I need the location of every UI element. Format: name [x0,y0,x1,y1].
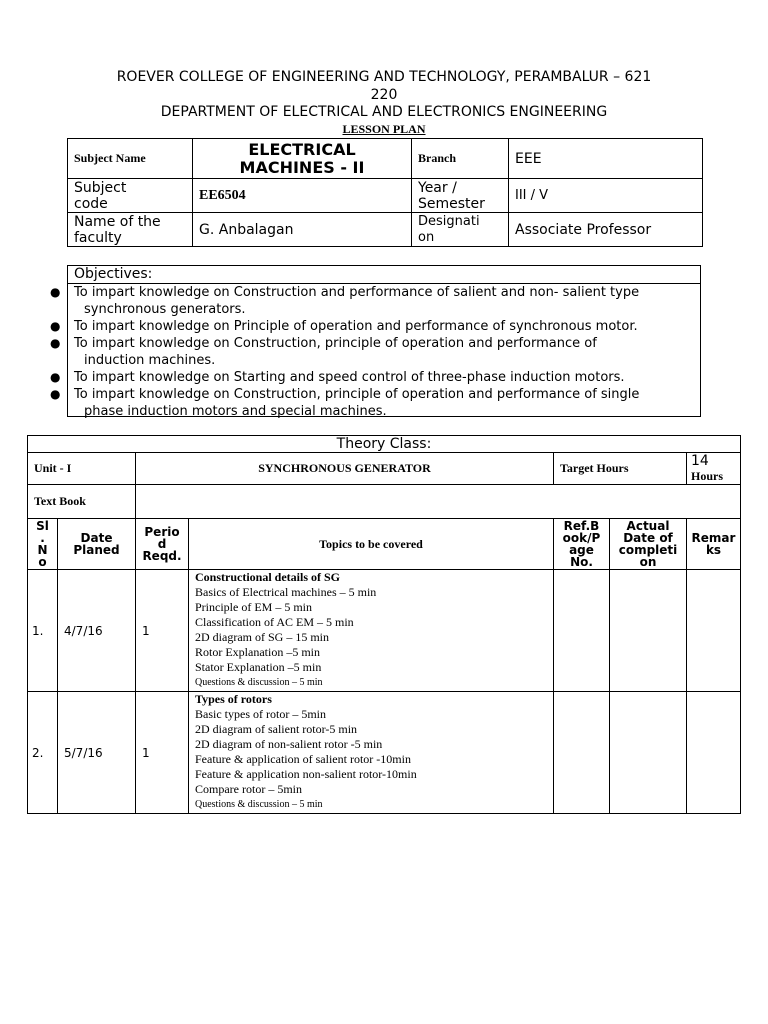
bullet-icon: ● [50,387,61,401]
col-date-planned: Date Planed [58,519,136,570]
col-ref-book: Ref.B ook/P age No. [554,519,610,570]
unit-label: Unit - I [28,453,136,485]
table-row [28,692,741,814]
textbook-label: Text Book [28,485,136,519]
bullet-icon: ● [50,285,61,299]
row-slno: 2. [28,692,58,814]
row-remarks [687,692,741,814]
theory-class-title: Theory Class: [28,436,741,453]
faculty-label: Name of the faculty [68,213,193,247]
row-period: 1 [136,570,189,692]
target-hours-value: 14 Hours [687,453,741,485]
branch-label: Branch [412,139,509,179]
doc-title: LESSON PLAN [342,122,426,136]
year-semester-label: Year / Semester [412,179,509,213]
row-actual-date [610,570,687,692]
objectives-list [50,284,700,420]
row-date: 4/7/16 [58,570,136,692]
subject-name-value: ELECTRICAL MACHINES - II [193,139,412,179]
row-ref [554,570,610,692]
col-topics: Topics to be covered [189,519,554,570]
subject-name-label: Subject Name [68,139,193,179]
objective-item: ● To impart knowledge on Construction, principle of operation and performance of induction machines. [50,336,597,368]
row-actual-date [610,692,687,814]
branch-value: EEE [509,139,703,179]
subject-code-label: Subject code [68,179,193,213]
row-ref [554,692,610,814]
college-name-line2: 220 [370,87,398,103]
designation-value: Associate Professor [509,213,703,247]
department-name: DEPARTMENT OF ELECTRICAL AND ELECTRONICS ENGINEERING [160,104,608,120]
bullet-icon: ● [50,336,61,350]
subject-info-table [67,138,703,247]
unit-title: SYNCHRONOUS GENERATOR [136,453,554,485]
subject-code-value: EE6504 [193,179,412,213]
objectives-box [50,265,701,419]
designation-label: Designati on [412,213,509,247]
row-topics: Types of rotors Basic types of rotor – 5min 2D diagram of salient rotor-5 min 2D diagram of non-salient rotor -5 min Feature & application of salient rotor -10min Feature & application non-salient rotor-10min Compare rotor – 5min Questions & discussion – 5 min [189,692,554,814]
objectives-title: Objectives: [68,266,700,284]
col-slno: Sl . N o [28,519,58,570]
textbook-value [136,485,741,519]
objective-item: ● To impart knowledge on Construction and performance of salient and non- salient type synchronous generators. [50,285,640,317]
college-name-line1: ROEVER COLLEGE OF ENGINEERING AND TECHNOLOGY, PERAMBALUR – 621 [116,69,652,85]
col-remarks: Remar ks [687,519,741,570]
row-slno: 1. [28,570,58,692]
row-topics: Constructional details of SG Basics of Electrical machines – 5 min Principle of EM – 5 min Classification of AC EM – 5 min 2D diagram of SG – 15 min Rotor Explanation –5 min Stator Explanation –5 min Questions & discussion – 5 min [189,570,554,692]
row-period: 1 [136,692,189,814]
objective-item: ● To impart knowledge on Starting and speed control of three-phase induction motors. [50,370,625,385]
col-period-reqd: Perio d Reqd. [136,519,189,570]
objective-item: ● To impart knowledge on Construction, principle of operation and performance of single phase induction motors and special machines. [50,387,640,419]
row-date: 5/7/16 [58,692,136,814]
year-semester-value: III / V [509,179,703,213]
objective-item: ● To impart knowledge on Principle of operation and performance of synchronous motor. [50,319,638,334]
bullet-icon: ● [50,319,61,333]
row-remarks [687,570,741,692]
col-actual-date: Actual Date of completi on [610,519,687,570]
theory-class-table [27,435,741,814]
table-row [28,570,741,692]
faculty-value: G. Anbalagan [193,213,412,247]
bullet-icon: ● [50,370,61,384]
target-hours-label: Target Hours [554,453,687,485]
